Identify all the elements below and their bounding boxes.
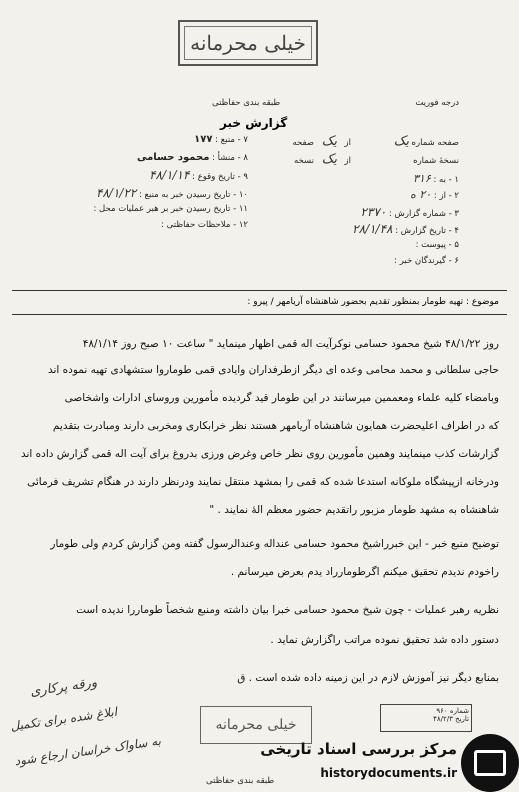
priority-label: درجه فوریت [415, 98, 459, 108]
field-source: ۷ - منبع : ۱۷۷ [194, 134, 248, 145]
body-line: گزارشات کذب مینمایند وهمین مأمورین روی نظر خاص وغرض ورزی بدروغ برای آیت اله قمی گزارش داده اند [20, 448, 499, 460]
field-operations-receipt-date: ۱۱ - تاریخ رسیدن خبر بر هبر عملیات محل : [93, 204, 248, 214]
date-stamp-line: شماره ۹۶۰ [436, 707, 469, 715]
page-total-value: یک [321, 134, 337, 149]
body-line: که در اطراف اعلیحضرت همایون شاهنشاه آریامهر هستند نظر خرابکاری ومخربی دارند ومبادرت بتقدیم [52, 420, 499, 432]
copy-label: نسخه [294, 156, 314, 166]
field-report-date: ۴ - تاریخ گزارش : ۲۸/۱/۴۸ [352, 222, 459, 236]
logo-text: مرکز بررسی اسناد تاریخی [260, 740, 457, 758]
note-line: دستور داده شد تحقیق نموده مراتب راگزارش نماید . [270, 634, 499, 646]
page-number-value: یک [393, 134, 409, 149]
field-occurrence-date: ۹ - تاریخ وقوع : ۴۸/۱/۱۴ [149, 168, 248, 182]
divider-top [12, 290, 507, 291]
logo-url: historydocuments.ir [320, 766, 457, 780]
note-line: راخودم ندیدم تحقیق میکنم اگرطومارراد یدم بعرض میرسانم . [230, 566, 499, 578]
body-line: ودرخانه ازپیشگاه ملوکانه استدعا شده که قمی را بمشهد منتقل نمایند ودرنظر دارند در هنگام تشریف فرمائی [27, 476, 499, 488]
field-origin: ۸ - منشأ : محمود حسامی [136, 152, 248, 163]
body-line: وبامضاء کلیه علماء ومعممین میرسانند در این طومار قید گردیده مأمورین وروسای ادارات واشخاصی [64, 392, 499, 404]
date-stamp [380, 704, 472, 732]
copy-from-label: از [344, 156, 351, 166]
date-stamp-line: تاریخ ۴۸/۲/۳ [433, 715, 469, 723]
handwriting-line: ورقه پرکاری [29, 675, 98, 700]
bottom-confidential-stamp [200, 706, 312, 744]
bottom-classification-label: طبقه بندی حفاظتی [206, 776, 275, 786]
page-number-label: صفحه شماره [411, 138, 459, 148]
body-line: شاهنشاه به مشهد طومار مزبور راتقدیم حضور معظم الهٔ نمایند . " [209, 504, 499, 516]
handwriting-line: به ساواک خراسان ارجاع شود [13, 733, 162, 769]
note-line: نظریه رهبر عملیات - چون شیخ محمود حسامی خبرا بیان داشته ومنبع شخصاً طوماررا ندیده است [76, 604, 499, 616]
book-icon [461, 734, 519, 792]
field-security-notes: ۱۲ - ملاحظات حفاظتی : [161, 220, 248, 230]
archive-logo [260, 734, 519, 792]
field-recipients: ۶ - گیرندگان خبر : [394, 256, 459, 266]
field-attachment: ۵ - پیوست : [415, 240, 459, 250]
body-line: حاجی سلطانی و محمد محامی وعده ای دیگر ازطرفداران وایادی قمی طوماروا ستشهادی تهیه نموده اند [47, 364, 499, 376]
top-confidential-stamp [178, 20, 318, 66]
stamp-text: خیلی محرمانه [190, 31, 306, 55]
subject-line: موضوع : تهیه طومار بمنظور تقدیم بحضور شاهنشاه آریامهر / پیرو : [247, 297, 499, 307]
note-line: بمنابع دیگر نیز آموزش لازم در این زمینه داده شده است . ق [237, 672, 499, 684]
field-to: ۱ - به : ۳۱۶ [413, 172, 459, 185]
bottom-stamp-text: خیلی محرمانه [215, 717, 297, 733]
copy-total-value: یک [321, 152, 337, 167]
handwriting-line: ابلاغ شده برای تکمیل [9, 704, 118, 734]
report-title: گزارش خبر [220, 116, 288, 130]
field-from: ۲ - از : ۲۰ ه [410, 188, 459, 201]
field-source-receipt-date: ۱۰ - تاریخ رسیدن خبر به منبع : ۴۸/۱/۲۲ [95, 186, 248, 200]
copy-number-label: نسخهٔ شماره [413, 156, 459, 166]
note-line: توضیح منبع خبر - این خبرراشیخ محمود حسامی عنداله وعندالرسول گفته ومن گزارش کردم ولی طومار [50, 538, 499, 550]
page-label: صفحه [292, 138, 314, 148]
divider-subject [12, 314, 507, 315]
field-report-number: ۳ - شماره گزارش : ۲۳۷۰ [360, 205, 459, 219]
body-line: روز ۴۸/۱/۲۲ شیخ محمود حسامی نوکرآیت اله قمی اظهار مینماید " ساعت ۱۰ صبح روز ۴۸/۱/۱۴ [82, 338, 499, 350]
classification-label: طبقه بندی حفاظتی [212, 98, 281, 108]
from-label: از [344, 138, 351, 148]
